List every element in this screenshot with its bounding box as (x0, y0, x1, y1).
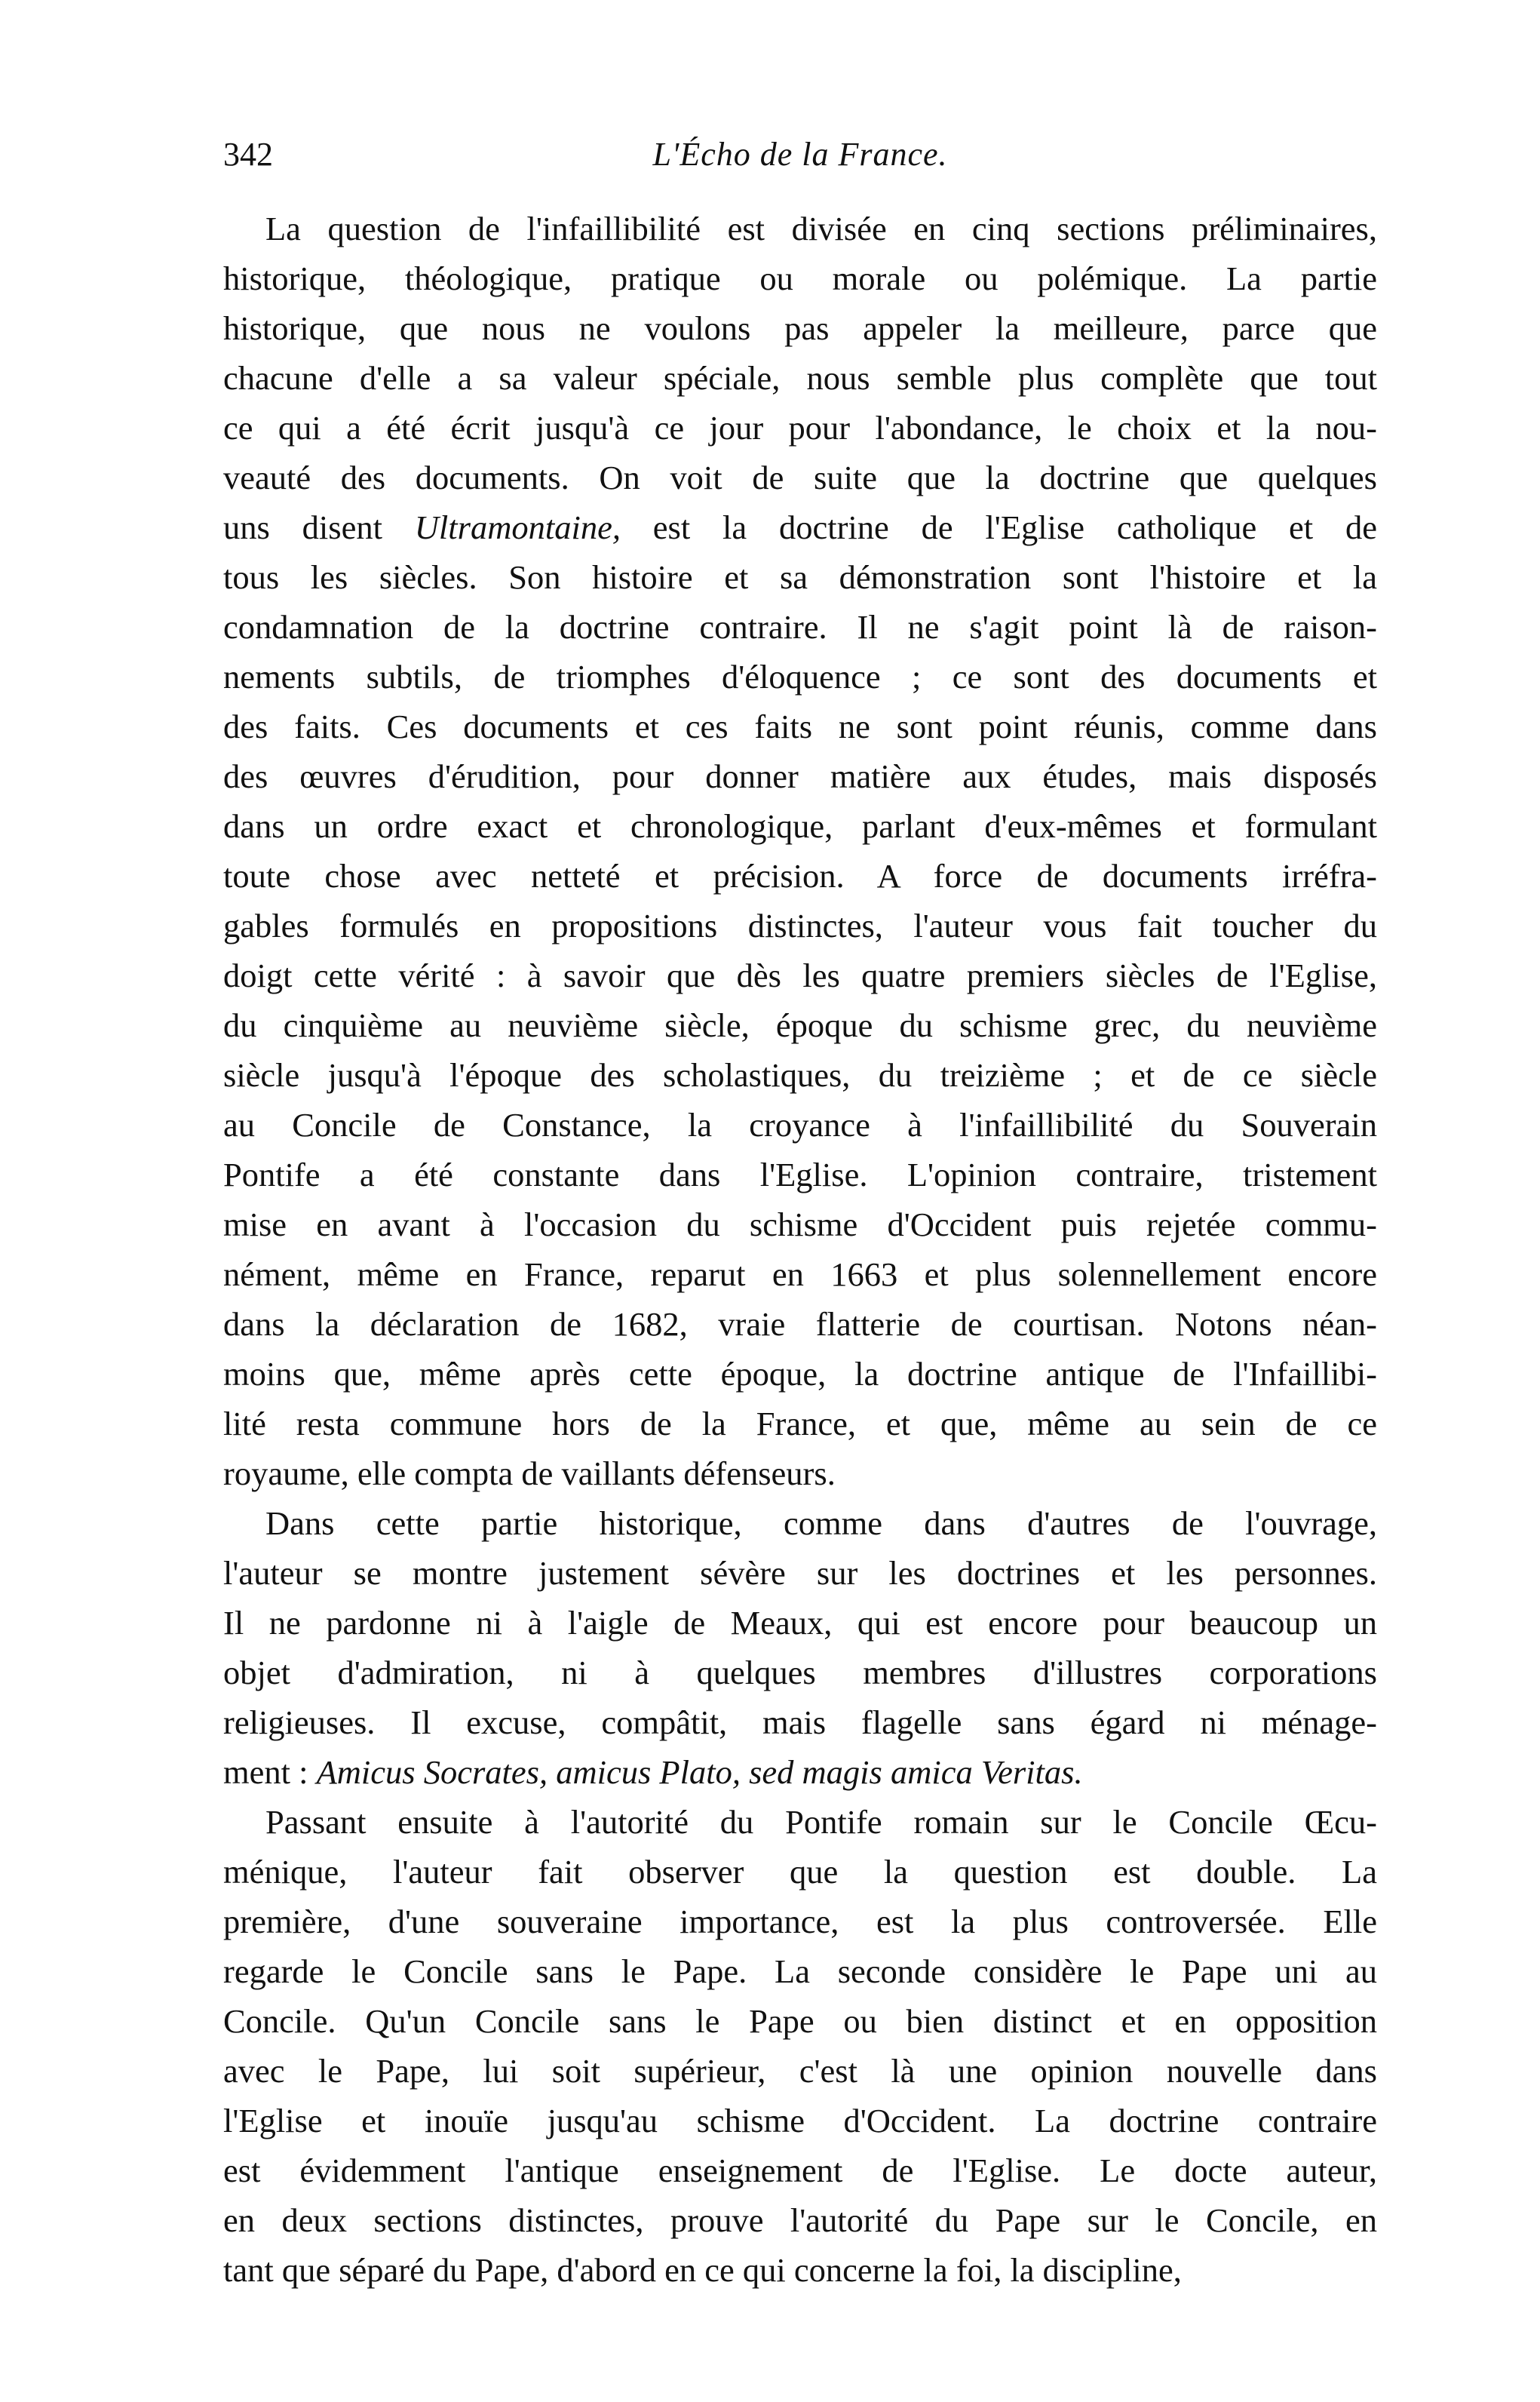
text-line: Dans cette partie historique, comme dans d'autres de l'ouvrage, (265, 1504, 1377, 1542)
text-line: première, d'une souveraine importance, est la plus controversée. Elle (223, 1903, 1377, 1940)
text-line: tant que séparé du Pape, d'abord en ce qui concerne la foi, la discipline, (223, 2251, 1182, 2289)
text-line: est évidemment l'antique enseignement de l'Eglise. Le docte auteur, (223, 2152, 1377, 2189)
text-line: historique, que nous ne voulons pas appeler la meilleure, parce que (223, 309, 1377, 347)
page-number: 342 (223, 136, 273, 173)
text-line: au Concile de Constance, la croyance à l'infaillibilité du Souverain (223, 1106, 1377, 1144)
paragraph (223, 1797, 1377, 2295)
text-line (223, 502, 1377, 552)
text-line: Concile. Qu'un Concile sans le Pape ou bien distinct et en opposition (223, 2002, 1377, 2040)
text-line: regarde le Concile sans le Pape. La seconde considère le Pape uni au (223, 1952, 1377, 1990)
text-segment: est la doctrine de l'Eglise catholique et de (620, 508, 1377, 546)
text-line: Il ne pardonne ni à l'aigle de Meaux, qui est encore pour beaucoup un (223, 1604, 1377, 1642)
text-line: l'auteur se montre justement sévère sur les doctrines et les personnes. (223, 1554, 1377, 1592)
text-line: en deux sections distinctes, prouve l'autorité du Pape sur le Concile, en (223, 2201, 1377, 2239)
text-line: ce qui a été écrit jusqu'à ce jour pour l'abondance, le choix et la nou- (223, 409, 1377, 447)
text-line: religieuses. Il excuse, compâtit, mais flagelle sans égard ni ménage- (223, 1703, 1377, 1741)
text-line: ménique, l'auteur fait observer que la question est double. La (223, 1853, 1377, 1891)
text-line (223, 1747, 1377, 1797)
text-line: dans la déclaration de 1682, vraie flatterie de courtisan. Notons néan- (223, 1305, 1377, 1343)
running-title: L'Écho de la France. (652, 136, 948, 173)
text-segment: ment : (223, 1753, 317, 1791)
text-segment: uns disent (223, 508, 415, 546)
text-line: lité resta commune hors de la France, et que, même au sein de ce (223, 1405, 1377, 1442)
paragraph (223, 204, 1377, 1498)
text-line: royaume, elle compta de vaillants défenseurs. (223, 1454, 836, 1492)
text-line: historique, théologique, pratique ou morale ou polémique. La partie (223, 260, 1377, 297)
page-header (223, 128, 1377, 181)
paragraph (223, 1498, 1377, 1797)
text-line: La question de l'infaillibilité est divisée en cinq sections préliminaires, (265, 210, 1377, 247)
text-line: Pontife a été constante dans l'Eglise. L'opinion contraire, tristement (223, 1156, 1377, 1193)
text-line: siècle jusqu'à l'époque des scholastiques, du treizième ; et de ce siècle (223, 1056, 1377, 1094)
text-line: du cinquième au neuvième siècle, époque du schisme grec, du neuvième (223, 1006, 1377, 1044)
text-line: tous les siècles. Son histoire et sa démonstration sont l'histoire et la (223, 558, 1377, 596)
text-line: veauté des documents. On voit de suite que la doctrine que quelques (223, 459, 1377, 496)
text-line: gables formulés en propositions distinctes, l'auteur vous fait toucher du (223, 907, 1377, 945)
text-line: chacune d'elle a sa valeur spéciale, nous semble plus complète que tout (223, 359, 1377, 397)
text-line: dans un ordre exact et chronologique, parlant d'eux-mêmes et formulant (223, 807, 1377, 845)
text-line: Passant ensuite à l'autorité du Pontife romain sur le Concile Œcu- (265, 1803, 1377, 1841)
text-line: moins que, même après cette époque, la doctrine antique de l'Infaillibi- (223, 1355, 1377, 1393)
text-line: condamnation de la doctrine contraire. Il ne s'agit point là de raison- (223, 608, 1377, 646)
body-text (223, 204, 1377, 2295)
italic-text: Ultramontaine, (414, 508, 621, 546)
text-line: doigt cette vérité : à savoir que dès les quatre premiers siècles de l'Eglise, (223, 957, 1377, 994)
text-line: mise en avant à l'occasion du schisme d'Occident puis rejetée commu- (223, 1206, 1377, 1243)
text-line: des faits. Ces documents et ces faits ne sont point réunis, comme dans (223, 708, 1377, 745)
text-line: avec le Pape, lui soit supérieur, c'est là une opinion nouvelle dans (223, 2052, 1377, 2090)
text-line: objet d'admiration, ni à quelques membres d'illustres corporations (223, 1654, 1377, 1691)
text-line: des œuvres d'érudition, pour donner matière aux études, mais disposés (223, 757, 1377, 795)
text-line: nément, même en France, reparut en 1663 et plus solennellement encore (223, 1255, 1377, 1293)
text-line: nements subtils, de triomphes d'éloquence ; ce sont des documents et (223, 658, 1377, 696)
italic-text: Amicus Socrates, amicus Plato, sed magis amica Veritas. (316, 1753, 1083, 1791)
text-line: toute chose avec netteté et précision. A force de documents irréfra- (223, 857, 1377, 895)
text-line: l'Eglise et inouïe jusqu'au schisme d'Occident. La doctrine contraire (223, 2102, 1377, 2139)
